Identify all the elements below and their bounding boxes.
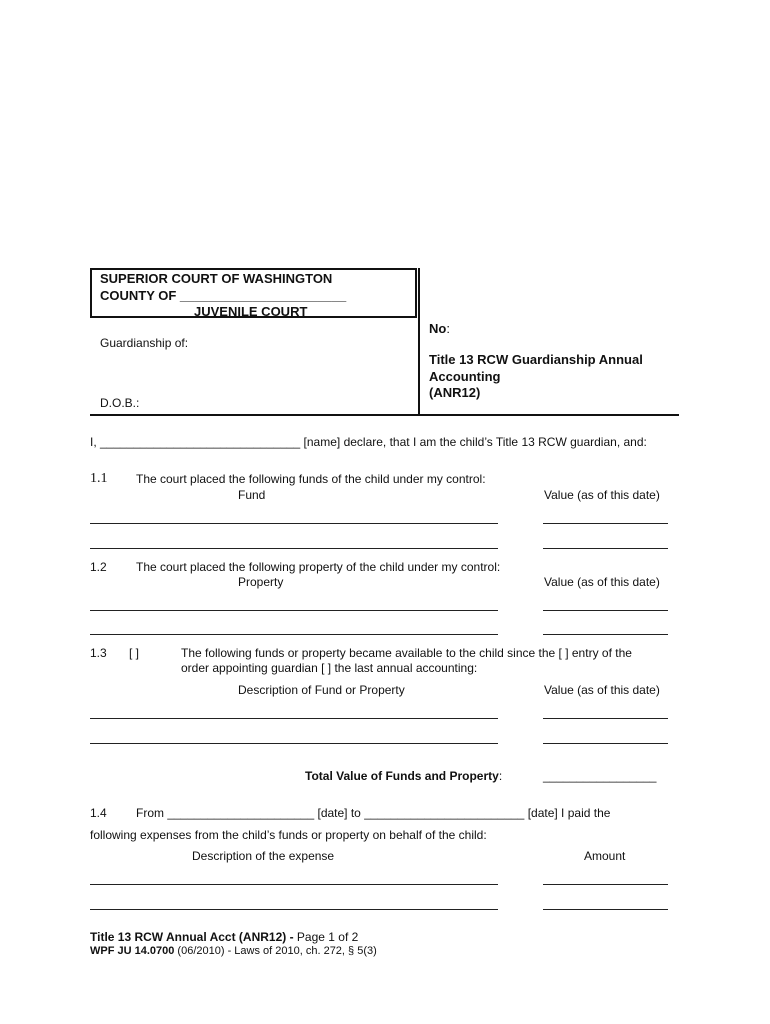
total-value-label: Total Value of Funds and Property:: [305, 769, 503, 783]
value-entry-line[interactable]: [543, 718, 668, 719]
property-column-header: Property: [238, 575, 284, 589]
section-1-1-text: The court placed the following funds of the child under my control:: [136, 472, 486, 486]
value-entry-line[interactable]: [543, 548, 668, 549]
section-1-4-text-line2: following expenses from the child’s funds or property on behalf of the child:: [90, 828, 487, 842]
section-number-1-3: 1.3: [90, 646, 107, 660]
form-title-line1: Title 13 RCW Guardianship Annual: [429, 352, 643, 367]
amount-entry-line[interactable]: [543, 909, 668, 910]
value-column-header: Value (as of this date): [544, 488, 660, 502]
section-1-2-text: The court placed the following property of the child under my control:: [136, 560, 501, 574]
dob-label: D.O.B.:: [100, 396, 140, 410]
section-1-3-text-line1: The following funds or property became available to the child since the [ ] entry of the: [181, 646, 632, 660]
value-entry-line[interactable]: [543, 743, 668, 744]
value-column-header: Value (as of this date): [544, 575, 660, 589]
property-entry-line[interactable]: [90, 634, 498, 635]
expense-column-header: Description of the expense: [192, 849, 335, 863]
description-entry-line[interactable]: [90, 718, 498, 719]
fund-entry-line[interactable]: [90, 548, 498, 549]
form-title-line3: (ANR12): [429, 385, 481, 400]
section-1-4-text-line1: From ______________________ [date] to ________________________ [date] I paid the: [136, 806, 611, 820]
case-number-label: No:: [429, 321, 450, 336]
fund-entry-line[interactable]: [90, 523, 498, 524]
county-line: COUNTY OF _______________________: [100, 288, 347, 303]
fund-column-header: Fund: [238, 488, 266, 502]
value-entry-line[interactable]: [543, 523, 668, 524]
description-column-header: Description of Fund or Property: [238, 683, 405, 697]
expense-entry-line[interactable]: [90, 884, 498, 885]
form-title-line2: Accounting: [429, 369, 501, 384]
value-entry-line[interactable]: [543, 634, 668, 635]
property-entry-line[interactable]: [90, 610, 498, 611]
expense-entry-line[interactable]: [90, 909, 498, 910]
caption-vertical-divider: [418, 268, 420, 416]
value-column-header: Value (as of this date): [544, 683, 660, 697]
declaration-text: I, ______________________________ [name] declare, that I am the child’s Title 13 RCW guardian, and:: [90, 435, 647, 449]
court-name: SUPERIOR COURT OF WASHINGTON: [100, 271, 333, 286]
section-number-1-1: 1.1: [90, 471, 108, 486]
section-1-3-text-line2: order appointing guardian [ ] the last annual accounting:: [181, 661, 478, 675]
section-1-3-checkbox[interactable]: [ ]: [129, 646, 140, 660]
guardianship-label: Guardianship of:: [100, 336, 189, 350]
footer-form-id: WPF JU 14.0700 (06/2010) - Laws of 2010, ch. 272, § 5(3): [90, 945, 377, 957]
section-number-1-4: 1.4: [90, 806, 107, 820]
juvenile-court-label: JUVENILE COURT: [194, 304, 308, 319]
caption-horizontal-divider: [90, 414, 679, 416]
value-entry-line[interactable]: [543, 610, 668, 611]
footer-page-info: Title 13 RCW Annual Acct (ANR12) - Page 1 of 2: [90, 930, 359, 944]
total-value-blank[interactable]: _________________: [543, 769, 657, 783]
amount-entry-line[interactable]: [543, 884, 668, 885]
section-number-1-2: 1.2: [90, 560, 107, 574]
amount-column-header: Amount: [584, 849, 626, 863]
description-entry-line[interactable]: [90, 743, 498, 744]
